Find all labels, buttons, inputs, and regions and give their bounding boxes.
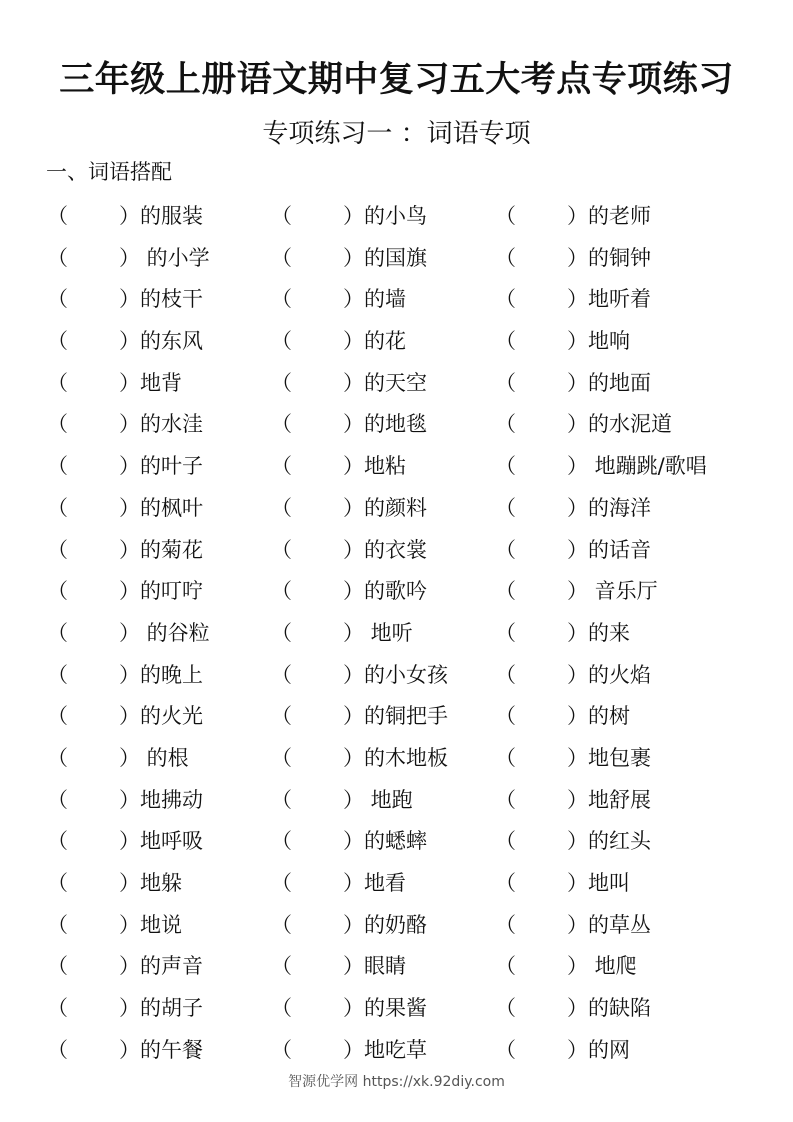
open-paren: （ (47, 871, 68, 895)
exercise-row (0, 901, 793, 943)
phrase-suffix: 的木地板 (364, 745, 448, 770)
exercise-row (0, 317, 793, 359)
exercise-row (0, 942, 793, 984)
open-paren: （ (47, 495, 68, 520)
phrase-suffix: 的小学 (140, 245, 210, 270)
close-paren: ） (343, 245, 364, 270)
open-paren: （ (495, 704, 516, 729)
phrase-suffix: 的晚上 (140, 662, 203, 687)
close-paren: ） (343, 204, 364, 228)
exercise-row (0, 359, 793, 401)
phrase-suffix: 的小女孩 (364, 662, 448, 687)
exercise-row (0, 651, 793, 693)
close-paren: ） (567, 204, 588, 228)
phrase-suffix: 的叶子 (140, 454, 203, 479)
open-paren: （ (495, 245, 516, 270)
close-paren: ） (567, 871, 588, 895)
phrase-suffix: 的声音 (140, 954, 203, 979)
close-paren: ） (343, 370, 364, 395)
close-paren: ） (567, 1037, 588, 1062)
phrase-suffix: 的枫叶 (140, 495, 203, 520)
phrase-suffix: 的东风 (140, 329, 203, 354)
open-paren: （ (271, 996, 292, 1021)
open-paren: （ (495, 620, 516, 645)
open-paren: （ (271, 329, 292, 354)
phrase-suffix: 的谷粒 (140, 620, 210, 645)
page-title: 三年级上册语文期中复习五大考点专项练习 (59, 60, 734, 100)
open-paren: （ (271, 829, 292, 854)
open-paren: （ (495, 954, 516, 979)
phrase-suffix: 的地面 (588, 370, 651, 395)
phrase-suffix: 的午餐 (140, 1037, 203, 1062)
close-paren: ） (343, 996, 364, 1021)
phrase-suffix: 的奶酪 (364, 912, 427, 937)
exercise-row (0, 609, 793, 651)
close-paren: ） (567, 745, 588, 770)
open-paren: （ (47, 204, 68, 228)
close-paren: ） (567, 912, 588, 937)
close-paren: ） (567, 287, 588, 312)
close-paren: ） (343, 954, 364, 979)
open-paren: （ (495, 912, 516, 937)
open-paren: （ (47, 662, 68, 687)
close-paren: ） (567, 537, 588, 562)
phrase-suffix: 的小鸟 (364, 204, 427, 228)
open-paren: （ (271, 495, 292, 520)
close-paren: ） (119, 662, 140, 687)
phrase-suffix: 的叮咛 (140, 579, 203, 604)
phrase-suffix: 地蹦跳/歌唱 (588, 454, 707, 479)
open-paren: （ (271, 1037, 292, 1062)
word-matching-exercise (0, 192, 793, 1067)
open-paren: （ (47, 370, 68, 395)
phrase-suffix: 地爬 (588, 954, 637, 979)
close-paren: ） (119, 204, 140, 228)
close-paren: ） (567, 620, 588, 645)
open-paren: （ (271, 704, 292, 729)
close-paren: ） (567, 454, 588, 479)
phrase-suffix: 的树 (588, 704, 630, 729)
phrase-suffix: 的缺陷 (588, 996, 651, 1021)
close-paren: ） (343, 495, 364, 520)
open-paren: （ (271, 579, 292, 604)
open-paren: （ (271, 662, 292, 687)
close-paren: ） (119, 537, 140, 562)
exercise-row (0, 817, 793, 859)
phrase-suffix: 地吃草 (364, 1037, 427, 1062)
exercise-row (0, 776, 793, 818)
open-paren: （ (47, 287, 68, 312)
phrase-suffix: 地躲 (140, 871, 182, 895)
phrase-suffix: 地背 (140, 370, 182, 395)
close-paren: ） (567, 495, 588, 520)
exercise-row (0, 526, 793, 568)
close-paren: ） (119, 954, 140, 979)
open-paren: （ (47, 620, 68, 645)
close-paren: ） (119, 787, 140, 812)
close-paren: ） (567, 954, 588, 979)
open-paren: （ (495, 996, 516, 1021)
phrase-suffix: 的铜钟 (588, 245, 651, 270)
phrase-suffix: 的胡子 (140, 996, 203, 1021)
phrase-suffix: 的红头 (588, 829, 651, 854)
close-paren: ） (567, 579, 588, 604)
phrase-suffix: 音乐厅 (588, 579, 658, 604)
open-paren: （ (495, 787, 516, 812)
close-paren: ） (343, 871, 364, 895)
close-paren: ） (343, 745, 364, 770)
phrase-suffix: 的枝干 (140, 287, 203, 312)
close-paren: ） (119, 329, 140, 354)
close-paren: ） (567, 370, 588, 395)
phrase-suffix: 眼睛 (364, 954, 406, 979)
phrase-suffix: 的花 (364, 329, 406, 354)
open-paren: （ (47, 1037, 68, 1062)
open-paren: （ (495, 370, 516, 395)
close-paren: ） (119, 412, 140, 437)
open-paren: （ (271, 454, 292, 479)
phrase-suffix: 的国旗 (364, 245, 427, 270)
open-paren: （ (495, 412, 516, 437)
open-paren: （ (271, 370, 292, 395)
phrase-suffix: 的老师 (588, 204, 651, 228)
open-paren: （ (47, 329, 68, 354)
close-paren: ） (343, 704, 364, 729)
close-paren: ） (343, 1037, 364, 1062)
close-paren: ） (567, 329, 588, 354)
close-paren: ） (119, 996, 140, 1021)
close-paren: ） (119, 704, 140, 729)
open-paren: （ (495, 495, 516, 520)
close-paren: ） (567, 704, 588, 729)
open-paren: （ (271, 537, 292, 562)
phrase-suffix: 地跑 (364, 787, 413, 812)
close-paren: ） (119, 287, 140, 312)
phrase-suffix: 的话音 (588, 537, 651, 562)
phrase-suffix: 地响 (588, 329, 630, 354)
phrase-suffix: 的网 (588, 1037, 630, 1062)
close-paren: ） (119, 829, 140, 854)
section-heading: 一、词语搭配 (46, 160, 172, 184)
phrase-suffix: 地粘 (364, 454, 406, 479)
open-paren: （ (495, 1037, 516, 1062)
open-paren: （ (47, 412, 68, 437)
close-paren: ） (119, 454, 140, 479)
close-paren: ） (119, 245, 140, 270)
open-paren: （ (271, 245, 292, 270)
phrase-suffix: 的服装 (140, 204, 203, 228)
close-paren: ） (343, 620, 364, 645)
open-paren: （ (47, 954, 68, 979)
footer-watermark: 智源优学网 https://xk.92diy.com (288, 1074, 505, 1090)
close-paren: ） (119, 745, 140, 770)
exercise-row (0, 567, 793, 609)
exercise-row (0, 984, 793, 1026)
close-paren: ） (567, 662, 588, 687)
close-paren: ） (567, 412, 588, 437)
open-paren: （ (47, 745, 68, 770)
close-paren: ） (343, 412, 364, 437)
open-paren: （ (47, 912, 68, 937)
phrase-suffix: 地包裹 (588, 745, 651, 770)
close-paren: ） (343, 537, 364, 562)
open-paren: （ (495, 537, 516, 562)
phrase-suffix: 的菊花 (140, 537, 203, 562)
exercise-row (0, 234, 793, 276)
phrase-suffix: 的颜料 (364, 495, 427, 520)
phrase-suffix: 的水洼 (140, 412, 203, 437)
page-subtitle: 专项练习一 ：词语专项 (262, 119, 531, 149)
open-paren: （ (47, 787, 68, 812)
open-paren: （ (47, 829, 68, 854)
phrase-suffix: 的火光 (140, 704, 203, 729)
open-paren: （ (271, 954, 292, 979)
phrase-suffix: 地舒展 (588, 787, 651, 812)
open-paren: （ (271, 787, 292, 812)
exercise-row (0, 692, 793, 734)
exercise-row (0, 734, 793, 776)
close-paren: ） (343, 662, 364, 687)
exercise-row (0, 1026, 793, 1068)
open-paren: （ (271, 912, 292, 937)
phrase-suffix: 地听着 (588, 287, 651, 312)
exercise-row (0, 400, 793, 442)
phrase-suffix: 的果酱 (364, 996, 427, 1021)
exercise-row (0, 484, 793, 526)
close-paren: ） (119, 620, 140, 645)
close-paren: ） (567, 996, 588, 1021)
open-paren: （ (47, 245, 68, 270)
close-paren: ） (119, 579, 140, 604)
phrase-suffix: 的铜把手 (364, 704, 448, 729)
phrase-suffix: 的根 (140, 745, 189, 770)
open-paren: （ (47, 704, 68, 729)
phrase-suffix: 地听 (364, 620, 413, 645)
open-paren: （ (271, 412, 292, 437)
close-paren: ） (119, 871, 140, 895)
exercise-row (0, 859, 793, 901)
open-paren: （ (495, 662, 516, 687)
open-paren: （ (495, 871, 516, 895)
close-paren: ） (343, 829, 364, 854)
phrase-suffix: 地叫 (588, 871, 630, 895)
open-paren: （ (271, 745, 292, 770)
open-paren: （ (495, 829, 516, 854)
phrase-suffix: 的歌吟 (364, 579, 427, 604)
open-paren: （ (495, 287, 516, 312)
close-paren: ） (567, 787, 588, 812)
exercise-row (0, 275, 793, 317)
open-paren: （ (495, 745, 516, 770)
phrase-suffix: 的墙 (364, 287, 406, 312)
open-paren: （ (271, 204, 292, 228)
phrase-suffix: 的水泥道 (588, 412, 672, 437)
close-paren: ） (119, 912, 140, 937)
open-paren: （ (271, 287, 292, 312)
phrase-suffix: 的蟋蟀 (364, 829, 427, 854)
open-paren: （ (495, 204, 516, 228)
phrase-suffix: 地看 (364, 871, 406, 895)
phrase-suffix: 的海洋 (588, 495, 651, 520)
close-paren: ） (567, 245, 588, 270)
exercise-row (0, 192, 793, 234)
open-paren: （ (495, 329, 516, 354)
phrase-suffix: 的地毯 (364, 412, 427, 437)
phrase-suffix: 的衣裳 (364, 537, 427, 562)
close-paren: ） (567, 829, 588, 854)
phrase-suffix: 的来 (588, 620, 630, 645)
phrase-suffix: 的火焰 (588, 662, 651, 687)
open-paren: （ (47, 454, 68, 479)
phrase-suffix: 的天空 (364, 370, 427, 395)
close-paren: ） (343, 454, 364, 479)
phrase-suffix: 的草丛 (588, 912, 651, 937)
close-paren: ） (343, 912, 364, 937)
close-paren: ） (343, 329, 364, 354)
phrase-suffix: 地说 (140, 912, 182, 937)
open-paren: （ (495, 454, 516, 479)
close-paren: ） (119, 495, 140, 520)
close-paren: ） (343, 287, 364, 312)
close-paren: ） (119, 370, 140, 395)
open-paren: （ (47, 537, 68, 562)
open-paren: （ (271, 620, 292, 645)
open-paren: （ (495, 579, 516, 604)
open-paren: （ (47, 579, 68, 604)
close-paren: ） (119, 1037, 140, 1062)
close-paren: ） (343, 579, 364, 604)
phrase-suffix: 地拂动 (140, 787, 203, 812)
phrase-suffix: 地呼吸 (140, 829, 203, 854)
close-paren: ） (343, 787, 364, 812)
open-paren: （ (47, 996, 68, 1021)
open-paren: （ (271, 871, 292, 895)
exercise-row (0, 442, 793, 484)
